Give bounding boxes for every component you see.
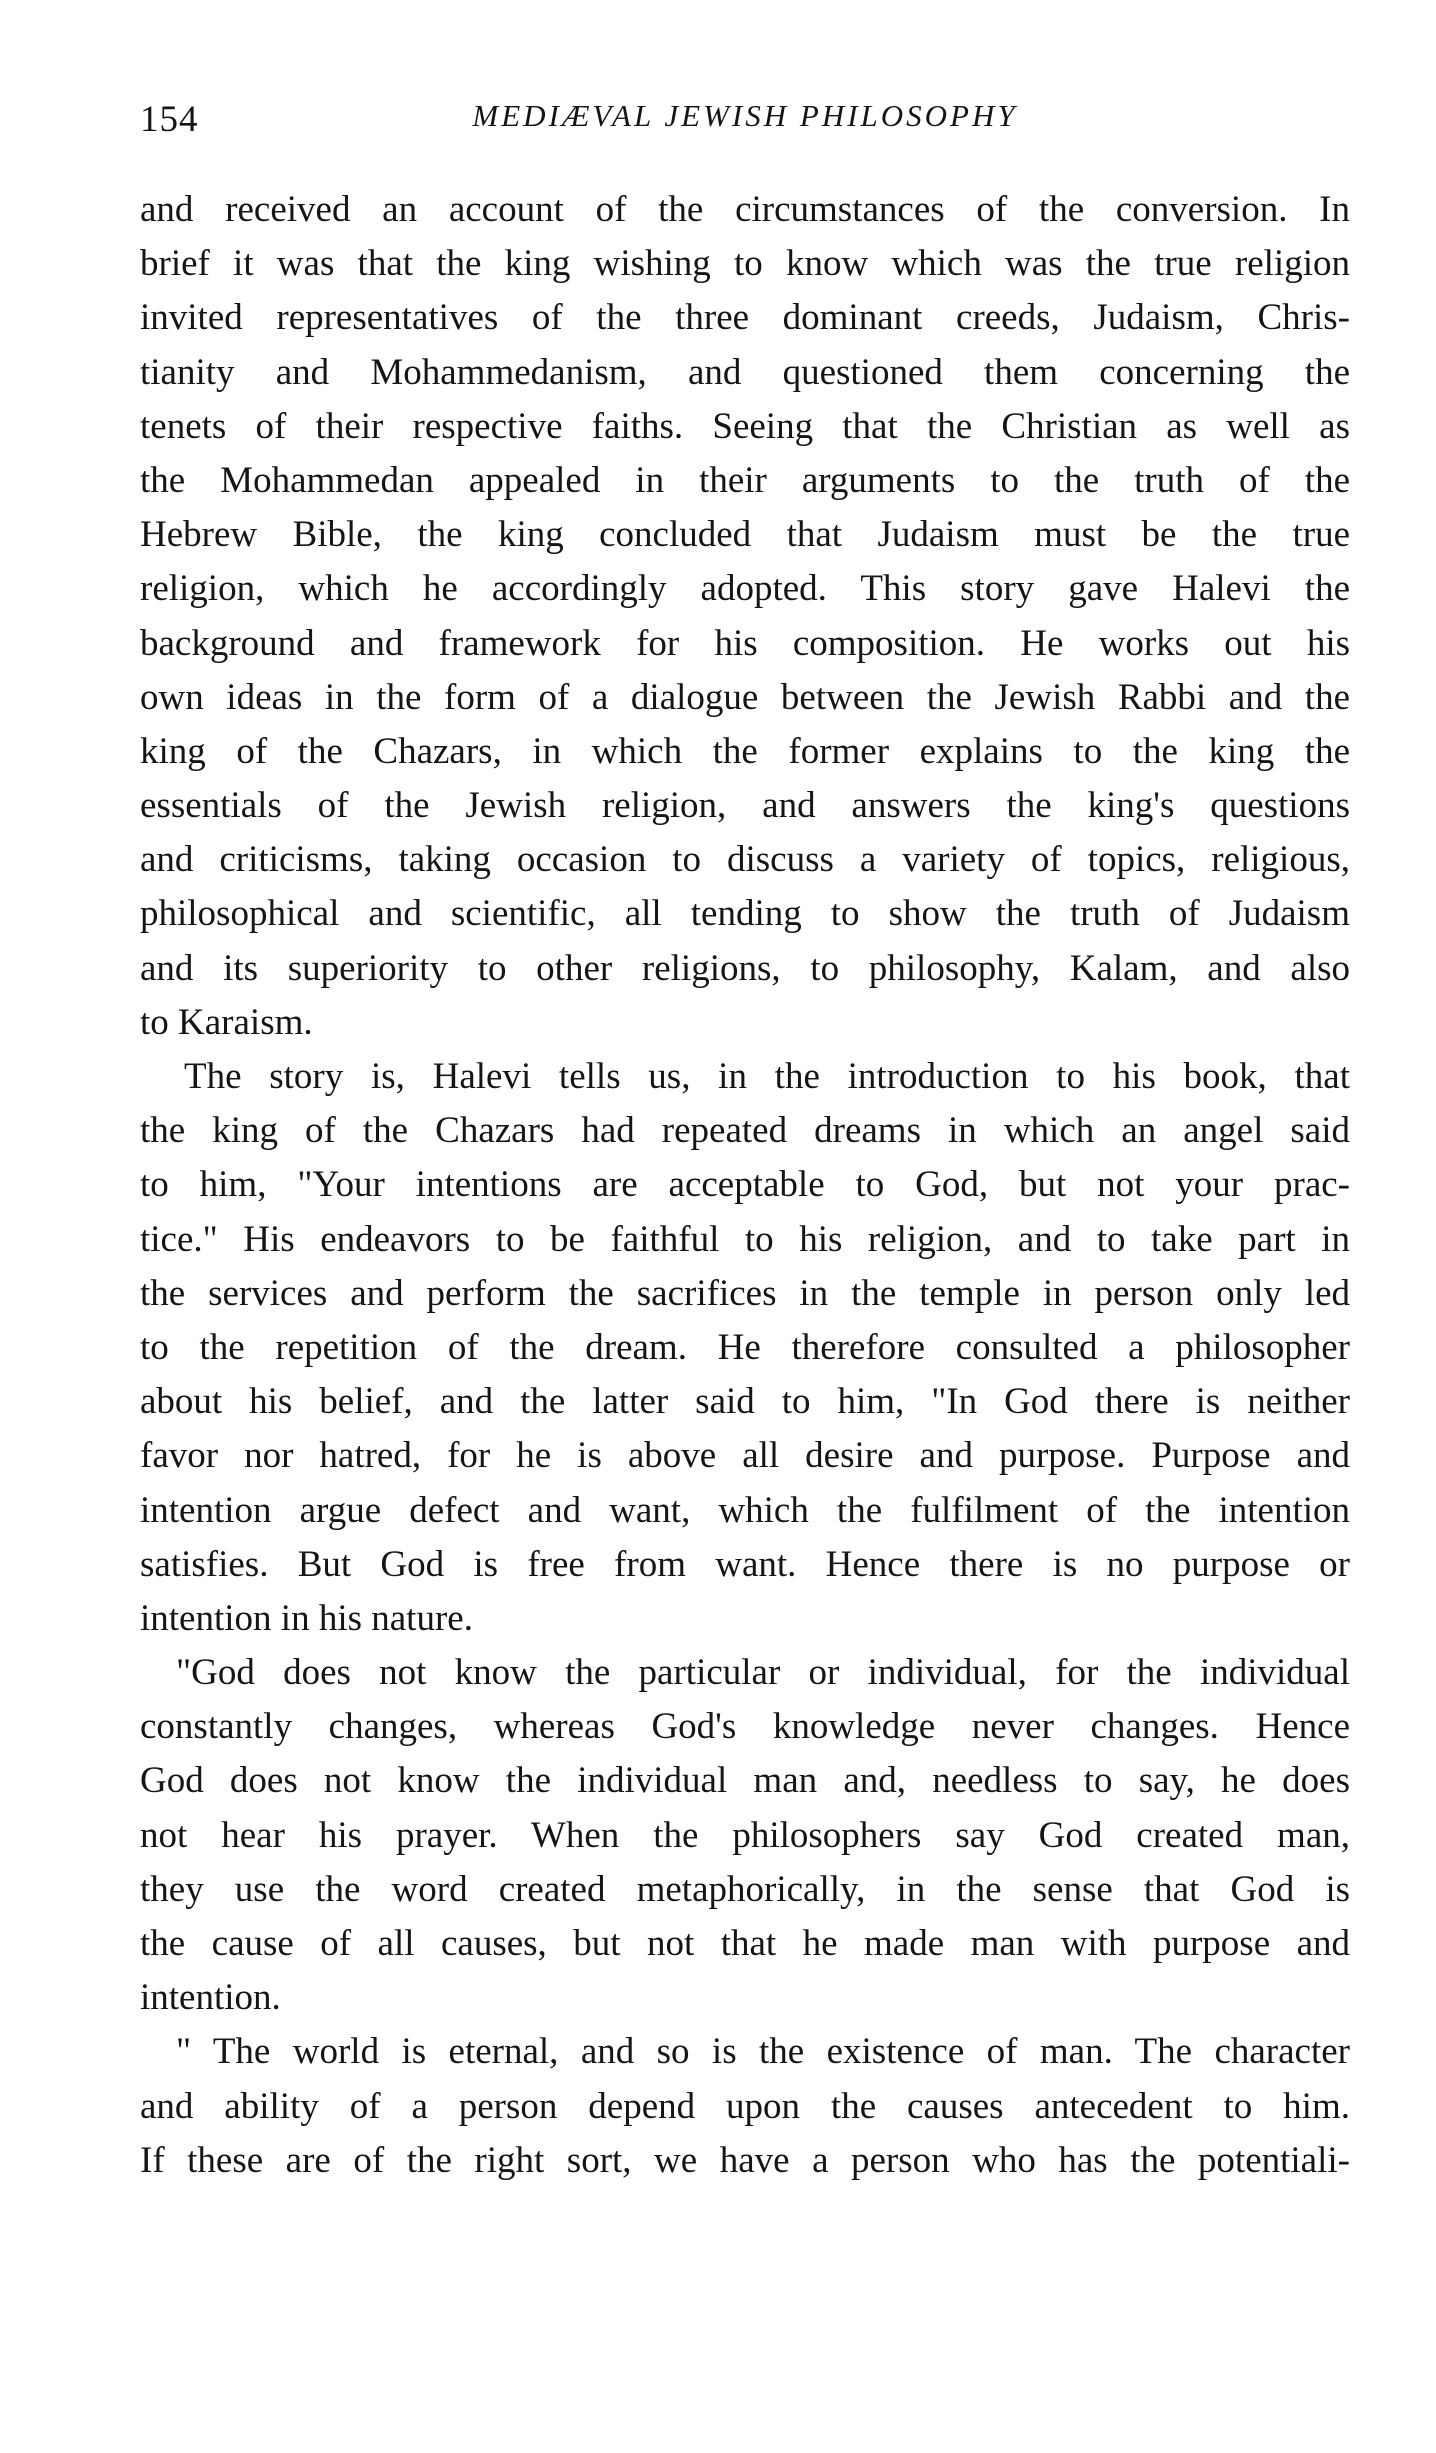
text-line: satisfies. But God is free from want. Hence there is no purpose or xyxy=(140,1543,1350,1585)
text-line: the king of the Chazars had repeated dreams in which an angel said xyxy=(140,1110,1350,1152)
text-line: intention argue defect and want, which the fulfilment of the intention xyxy=(140,1489,1350,1531)
paragraph-2 xyxy=(140,1050,1350,1646)
paragraph-1 xyxy=(140,183,1350,1050)
text-line: intention in his nature. xyxy=(140,1597,473,1639)
text-line: religion, which he accordingly adopted. This story gave Halevi the xyxy=(140,568,1350,610)
text-line: and received an account of the circumstances of the conversion. In xyxy=(140,189,1350,230)
text-line: tianity and Mohammedanism, and questioned them concerning the xyxy=(140,351,1350,393)
text-line: to Karaism. xyxy=(140,1001,313,1043)
text-line: essentials of the Jewish religion, and answers the king's questions xyxy=(140,785,1350,827)
text-line: tenets of their respective faiths. Seeing that the Christian as well as xyxy=(140,405,1350,447)
text-line: to him, "Your intentions are acceptable to God, but not your prac- xyxy=(140,1164,1350,1206)
text-line: to the repetition of the dream. He therefore consulted a philosopher xyxy=(140,1326,1350,1368)
text-line: the Mohammedan appealed in their arguments to the truth of the xyxy=(140,459,1350,501)
page-number: 154 xyxy=(140,99,199,140)
text-line: intention. xyxy=(140,1977,281,2019)
text-line: and its superiority to other religions, to philosophy, Kalam, and also xyxy=(140,947,1350,989)
text-line: and ability of a person depend upon the causes antecedent to him. xyxy=(140,2085,1350,2127)
text-line: king of the Chazars, in which the former explains to the king the xyxy=(140,730,1350,772)
text-line: God does not know the individual man and, needless to say, he does xyxy=(140,1760,1350,1802)
text-line: If these are of the right sort, we have a person who has the potentiali- xyxy=(140,2139,1350,2181)
text-line: The story is, Halevi tells us, in the introduction to his book, that xyxy=(184,1056,1350,1097)
text-line: invited representatives of the three dominant creeds, Judaism, Chris- xyxy=(140,297,1350,339)
text-line: tice." His endeavors to be faithful to his religion, and to take part in xyxy=(140,1218,1350,1260)
text-line: about his belief, and the latter said to him, "In God there is neither xyxy=(140,1381,1350,1423)
text-line: not hear his prayer. When the philosophers say God created man, xyxy=(140,1814,1350,1856)
text-line: the cause of all causes, but not that he made man with purpose and xyxy=(140,1923,1350,1964)
running-title: MEDIÆVAL JEWISH PHILOSOPHY xyxy=(472,98,1018,133)
text-line: own ideas in the form of a dialogue between the Jewish Rabbi and the xyxy=(140,676,1350,718)
text-line: " The world is eternal, and so is the existence of man. The character xyxy=(176,2031,1350,2073)
paragraph-3 xyxy=(140,1646,1350,2025)
text-line: Hebrew Bible, the king concluded that Judaism must be the true xyxy=(140,514,1350,556)
text-line: philosophical and scientific, all tending to show the truth of Judaism xyxy=(140,893,1350,935)
text-line: "God does not know the particular or individual, for the individual xyxy=(176,1652,1350,1694)
body-text xyxy=(140,183,1350,2188)
text-line: constantly changes, whereas God's knowledge never changes. Hence xyxy=(140,1706,1350,1748)
text-line: favor nor hatred, for he is above all desire and purpose. Purpose and xyxy=(140,1435,1350,1477)
text-line: and criticisms, taking occasion to discuss a variety of topics, religious, xyxy=(140,839,1350,881)
text-line: brief it was that the king wishing to know which was the true religion xyxy=(140,243,1350,285)
text-line: background and framework for his composition. He works out his xyxy=(140,622,1350,664)
paragraph-4 xyxy=(140,2025,1350,2188)
running-head xyxy=(140,98,1350,148)
text-line: the services and perform the sacrifices in the temple in person only led xyxy=(140,1272,1350,1314)
text-line: they use the word created metaphorically, in the sense that God is xyxy=(140,1868,1350,1910)
